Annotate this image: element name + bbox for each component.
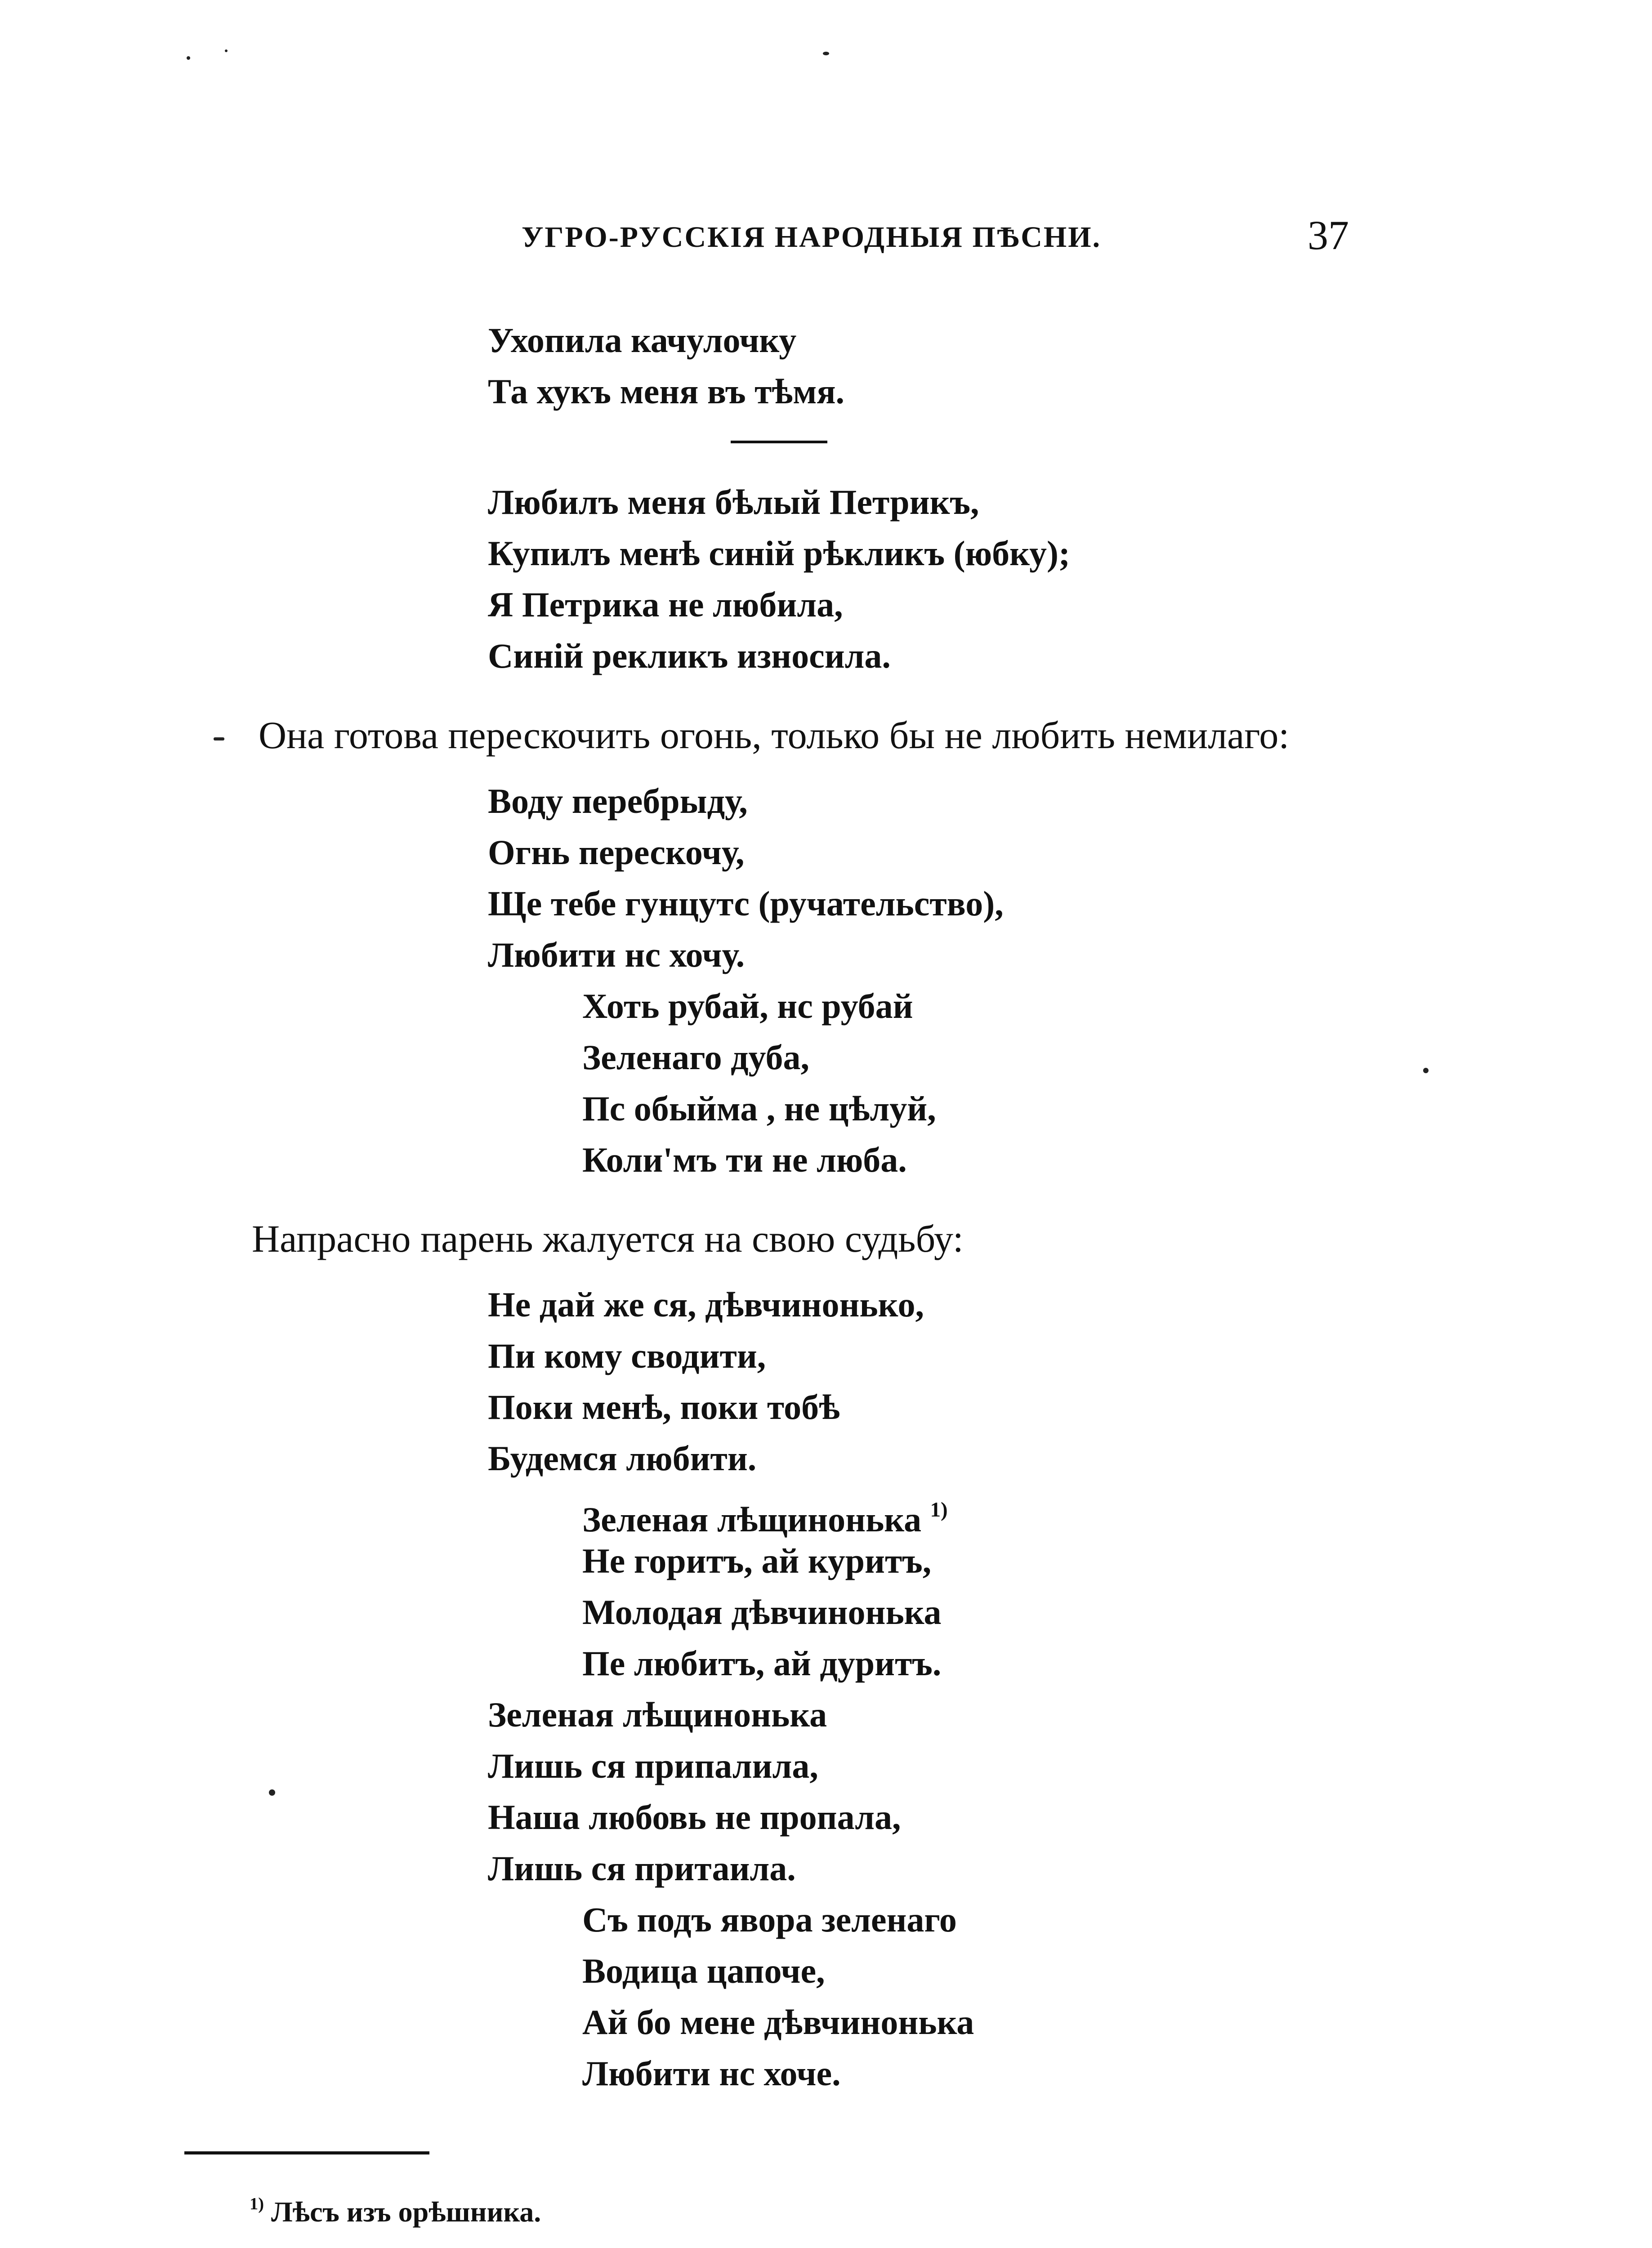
verse-line: Водица цапоче, bbox=[582, 1951, 825, 1990]
verse-line: Пи кому сводити, bbox=[488, 1336, 766, 1375]
verse-line: Любити нс хочу. bbox=[488, 935, 745, 974]
footnote bbox=[250, 2194, 541, 2229]
page-number: 37 bbox=[1308, 212, 1349, 258]
verse-line: Лишь ся притаила. bbox=[488, 1849, 796, 1888]
section-divider bbox=[731, 441, 827, 443]
verse-line: Ай бо мене дѣвчинонька bbox=[582, 2003, 974, 2042]
scan-speck bbox=[269, 1789, 275, 1796]
page-header bbox=[495, 212, 1349, 270]
verse-line: Та хукъ меня въ тѣмя. bbox=[488, 372, 845, 411]
verse-line: Я Петрика не любила, bbox=[488, 585, 843, 624]
verse-block-3 bbox=[488, 776, 1004, 1186]
verse-line: Воду перебрыду, bbox=[488, 781, 748, 821]
verse-line: Не горитъ, ай куритъ, bbox=[582, 1541, 932, 1580]
verse-line: Огнь перескочу, bbox=[488, 833, 745, 872]
verse-line: Купилъ менѣ синій рѣкликъ (юбку); bbox=[488, 534, 1070, 573]
verse-block-4 bbox=[488, 1279, 974, 2099]
verse-line: Ухопила качулочку bbox=[488, 321, 797, 360]
footnote-mark: 1) bbox=[250, 2194, 264, 2213]
verse-line: Лишь ся припалила, bbox=[488, 1746, 818, 1785]
scan-speck bbox=[225, 49, 228, 52]
footnote-text: Лѣсъ изъ орѣшника. bbox=[263, 2195, 541, 2228]
verse-line: Молодая дѣвчинонька bbox=[582, 1592, 942, 1632]
verse-line: Любити нс хоче. bbox=[582, 2054, 841, 2093]
scan-speck bbox=[823, 52, 829, 55]
verse-block-1 bbox=[488, 315, 844, 417]
verse-block-2 bbox=[488, 477, 1070, 682]
verse-line: Будемся любити. bbox=[488, 1439, 757, 1478]
verse-line: Синій рекликъ износила. bbox=[488, 636, 891, 675]
scan-speck bbox=[1423, 1068, 1429, 1073]
verse-line: Поки менѣ, поки тобѣ bbox=[488, 1387, 840, 1427]
verse-line: Наша любовь не пропала, bbox=[488, 1798, 901, 1837]
prose-paragraph-1: Она готова перескочить огонь, только бы не любить немилаго: bbox=[259, 714, 1290, 757]
verse-line: Зеленая лѣщинонька bbox=[488, 1695, 827, 1734]
footnote-reference: 1) bbox=[930, 1498, 948, 1521]
scan-speck bbox=[187, 56, 190, 60]
prose-paragraph-2: Напрасно парень жалуется на свою судьбу: bbox=[252, 1217, 964, 1260]
footnote-rule bbox=[184, 2151, 429, 2154]
running-title: УГРО-РУССКІЯ НАРОДНЫЯ ПѢСНИ. bbox=[522, 221, 1102, 254]
scan-speck bbox=[214, 737, 224, 740]
verse-line: Съ подъ явора зеленаго bbox=[582, 1900, 957, 1939]
verse-line: Любилъ меня бѣлый Петрикъ, bbox=[488, 482, 979, 522]
verse-line: Ще тебе гунцутс (ручательство), bbox=[488, 884, 1004, 923]
verse-line: Хоть рубай, нс рубай bbox=[582, 986, 913, 1026]
verse-line: Зеленаго дуба, bbox=[582, 1038, 810, 1077]
verse-line: Не дай же ся, дѣвчинонько, bbox=[488, 1285, 924, 1324]
verse-line: Пс обыйма , не цѣлуй, bbox=[582, 1089, 936, 1128]
verse-line: Коли'мъ ти не люба. bbox=[582, 1140, 907, 1179]
verse-line-text: Зеленая лѣщинонька bbox=[582, 1499, 930, 1539]
verse-line: Пе любитъ, ай дуритъ. bbox=[582, 1644, 942, 1683]
verse-line-with-footnote bbox=[488, 1484, 974, 1539]
